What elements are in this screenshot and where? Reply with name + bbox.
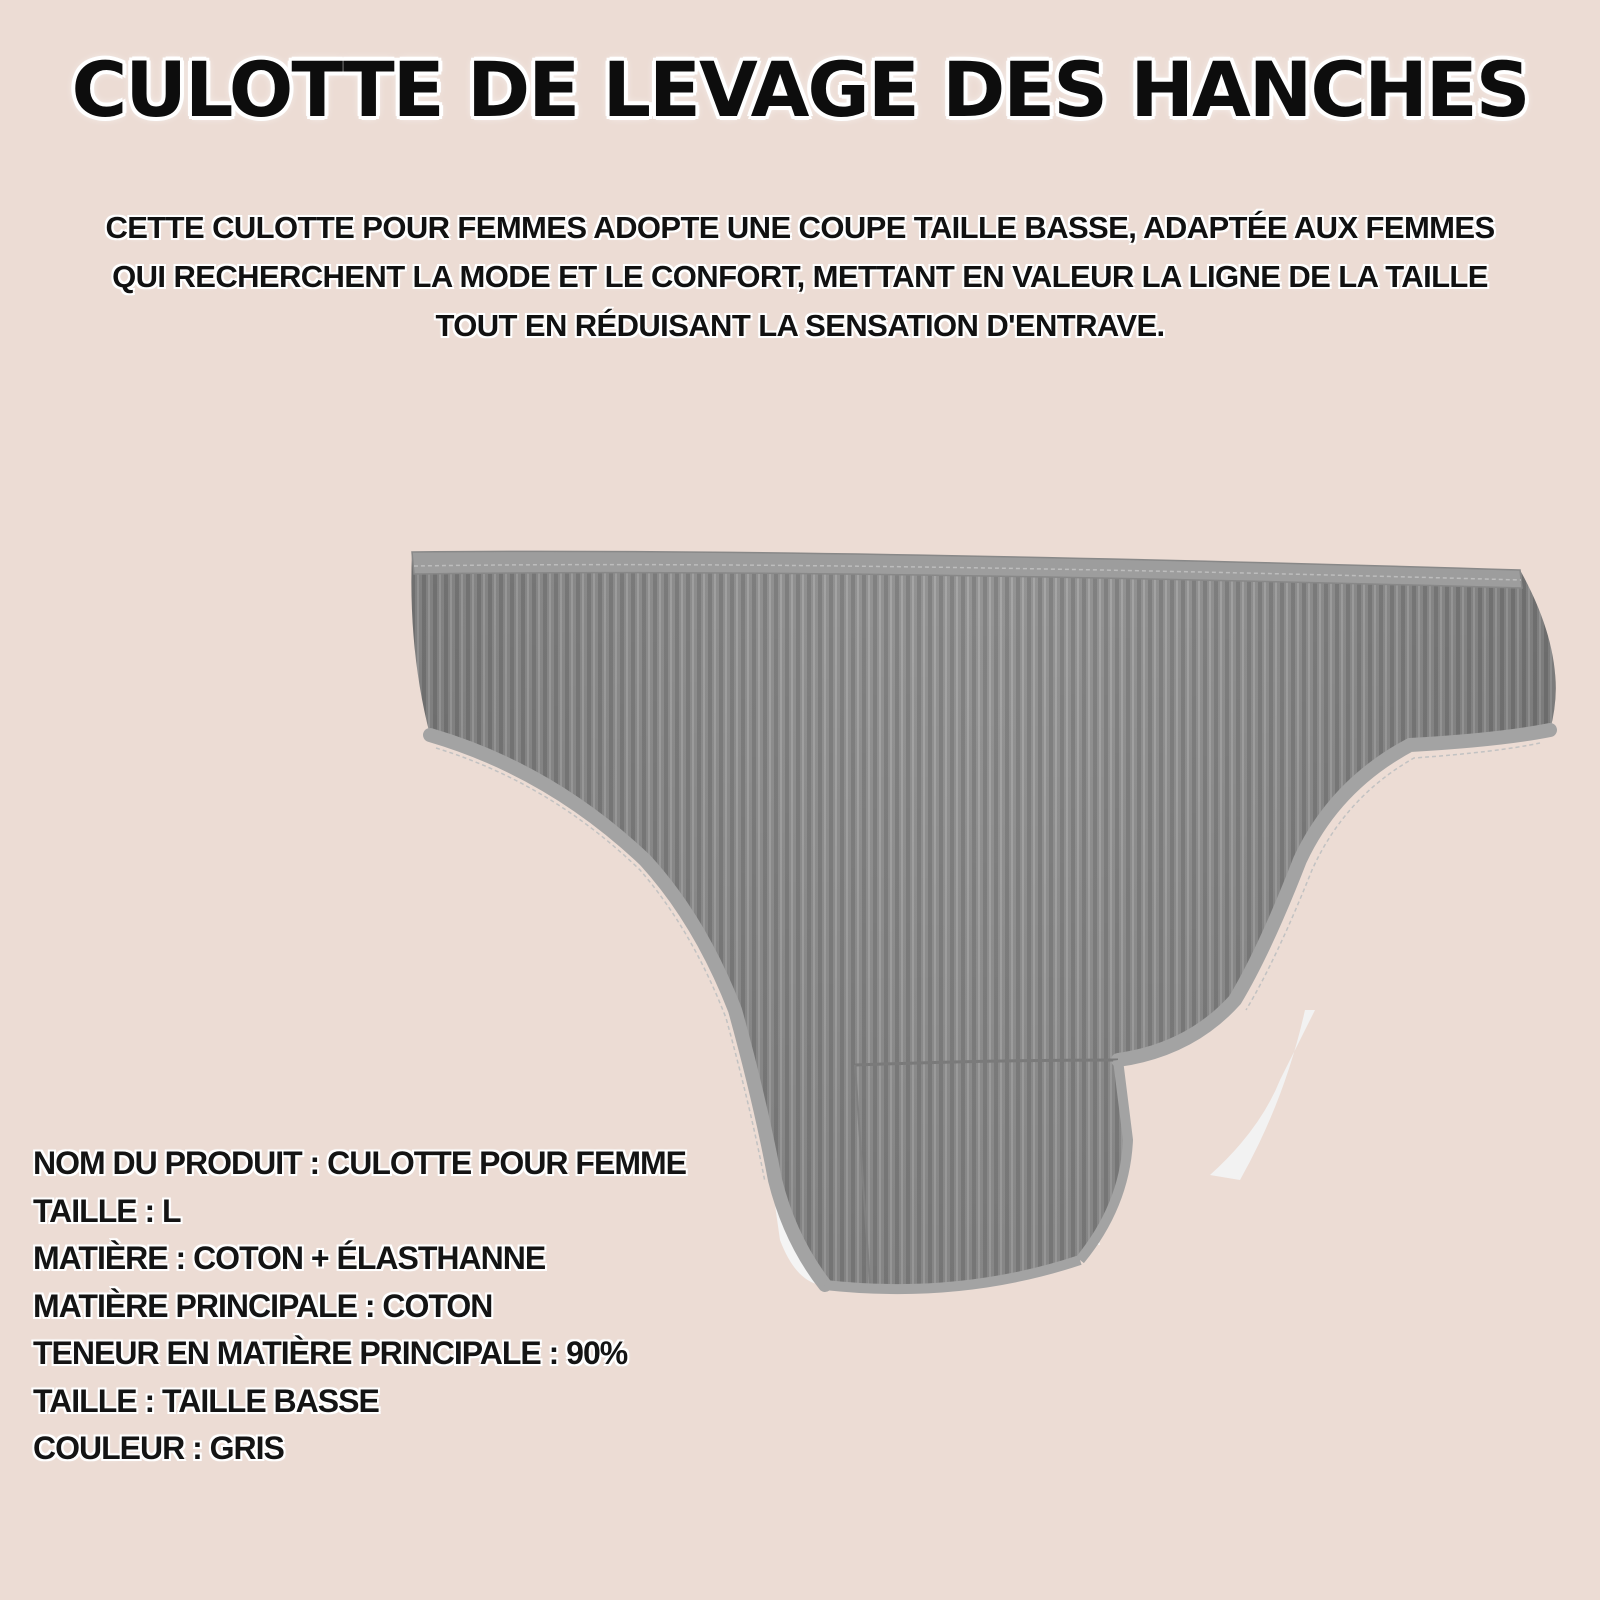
spec-waist: TAILLE : TAILLE BASSE <box>33 1382 379 1419</box>
spec-material: MATIÈRE : COTON + ÉLASTHANNE <box>33 1240 546 1276</box>
description-line: QUI RECHERCHENT LA MODE ET LE CONFORT, METTANT EN VALEUR LA LIGNE DE LA TAILLE <box>112 259 1488 294</box>
spec-main-material: MATIÈRE PRINCIPALE : COTON <box>33 1287 493 1324</box>
product-description <box>60 203 1540 350</box>
product-specs <box>33 1140 793 1473</box>
spec-color: COULEUR : GRIS <box>33 1430 284 1466</box>
description-line: TOUT EN RÉDUISANT LA SENSATION D'ENTRAVE. <box>435 308 1165 343</box>
spec-product-name: NOM DU PRODUIT : CULOTTE POUR FEMME <box>33 1145 686 1181</box>
spec-size: TAILLE : L <box>33 1192 181 1229</box>
description-line: CETTE CULOTTE POUR FEMMES ADOPTE UNE COUPE TAILLE BASSE, ADAPTÉE AUX FEMMES <box>105 210 1495 245</box>
spec-main-material-content: TENEUR EN MATIÈRE PRINCIPALE : 90% <box>33 1335 628 1371</box>
page-title: CULOTTE DE LEVAGE DES HANCHES <box>71 45 1529 134</box>
